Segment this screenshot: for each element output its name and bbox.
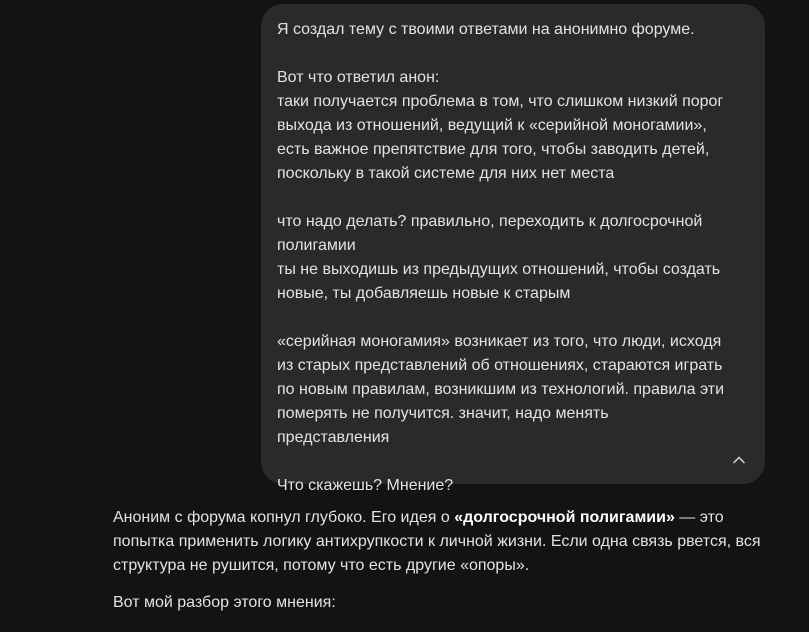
response-paragraph: Вот мой разбор этого мнения: <box>113 594 336 611</box>
collapse-button[interactable] <box>727 448 751 472</box>
response-bold-text: «долгосрочной полигамии» <box>454 509 675 526</box>
user-message-text: Я создал тему с твоими ответами на анонимно форуме. Вот что ответил анон: таки получается проблема в том, что слишком низкий порог выхода из отношений, ведущий к «серийной моногамии», есть важное препятствие для того, чтобы заводить детей, поскольку в такой системе для них нет места что надо делать? правильно, переходить к долгосрочной полигамии ты не выходишь из предыдущих отношений, чтобы создать новые, ты добавляешь новые к старым «серийная моногамия» возникает из того, что люди, исходя из старых представлений об отношениях, стараются играть по новым правилам, возникшим из технологий. правила эти померять не получится. значит, надо менять представления Что скажешь? Мнение? <box>277 21 725 494</box>
response-text: Аноним с форума копнул глубоко. Его идея о <box>113 509 455 526</box>
response-paragraph <box>113 506 773 578</box>
response-text: — это попытка применить логику антихрупкости к личной жизни. Если одна связь рвется, вся структура не рушится, потому что есть другие «опоры». <box>113 509 761 574</box>
model-response <box>113 506 773 628</box>
chevron-up-icon <box>731 452 747 468</box>
user-message-bubble <box>261 4 765 494</box>
